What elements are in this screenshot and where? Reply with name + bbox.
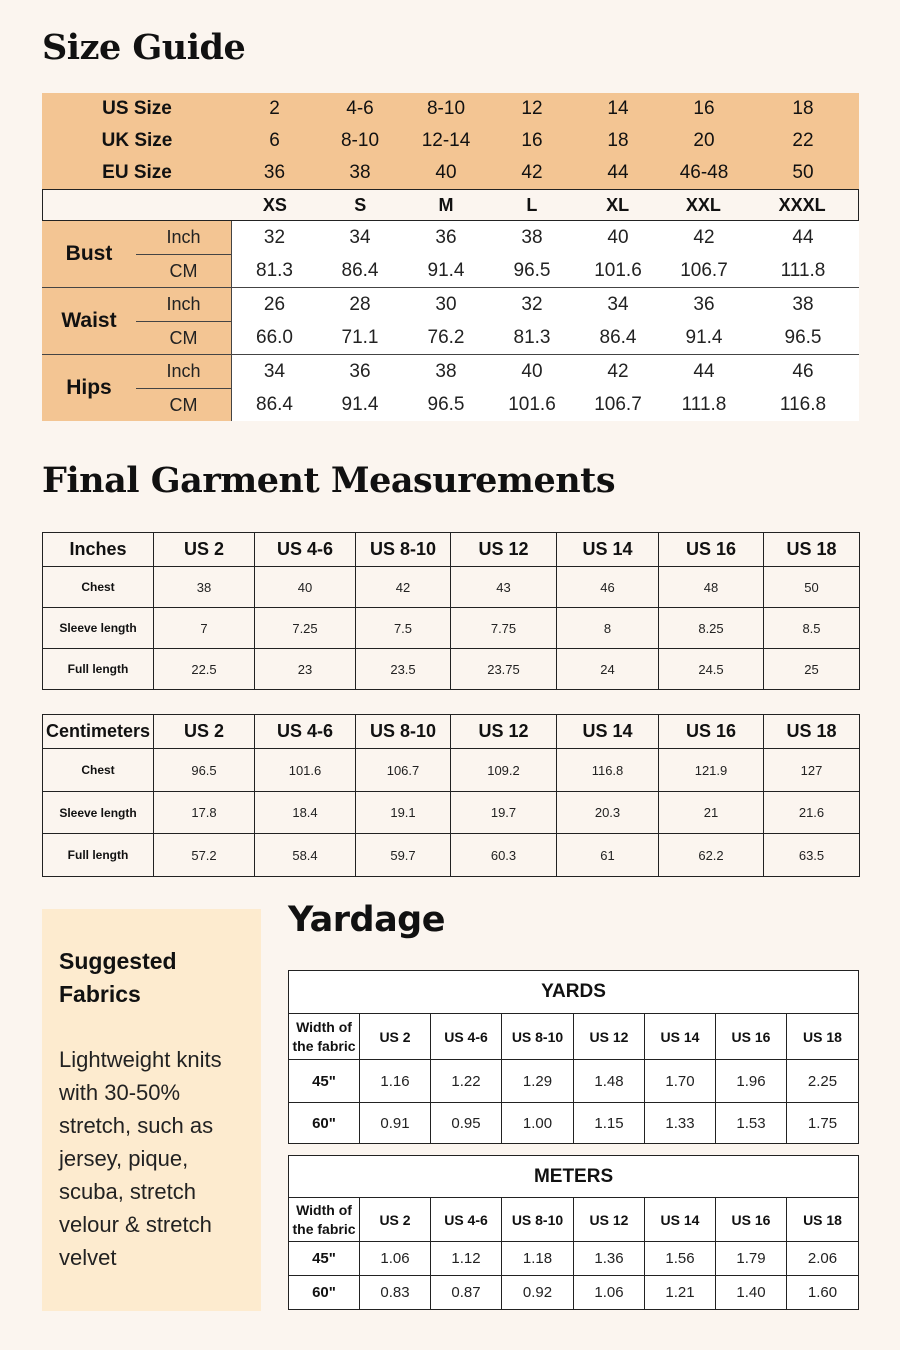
size-header: US 14 [557, 715, 659, 749]
cell: 26 [263, 293, 286, 315]
fabrics-text: Lightweight knits with 30-50% stretch, such as jersey, pique, scuba, stretch velour & stretch velvet [59, 1047, 222, 1270]
cell: 4-6 [346, 98, 374, 119]
cell: 1.36 [574, 1242, 645, 1276]
bust-measurement [42, 221, 859, 287]
unit-label: CM [169, 328, 198, 348]
size-guide-table [42, 93, 859, 421]
cell: 50 [792, 162, 814, 183]
cell: 17.8 [154, 792, 255, 834]
size-header: US 2 [154, 533, 255, 567]
cell: 22.5 [154, 649, 255, 690]
letter-size-row [42, 189, 859, 221]
cell: 46-48 [679, 162, 729, 183]
table-caption: METERS [289, 1156, 859, 1198]
table-row [43, 749, 860, 792]
table-header [43, 533, 860, 567]
cell: 96.5 [784, 326, 822, 348]
size-header: US 4-6 [255, 715, 356, 749]
size-header: US 14 [645, 1198, 716, 1242]
cell: 106.7 [356, 749, 451, 792]
cell: 7.75 [451, 608, 557, 649]
cell: 1.75 [787, 1103, 859, 1144]
hips-measurement [42, 354, 859, 421]
cm-values [232, 321, 859, 354]
cell: 61 [557, 834, 659, 877]
cell: 44 [792, 226, 814, 248]
cell: 42 [693, 226, 715, 248]
cell: 1.40 [716, 1276, 787, 1310]
cell: 8 [557, 608, 659, 649]
unit-header: Centimeters [43, 715, 154, 749]
cell: 38 [792, 293, 814, 315]
cell: 81.3 [256, 259, 293, 281]
cell: 2.06 [787, 1242, 859, 1276]
cell: 106.7 [680, 259, 728, 281]
table-header [289, 1198, 859, 1242]
region-size-header [42, 93, 859, 189]
cell: 46 [557, 567, 659, 608]
row-label: 60" [289, 1103, 360, 1144]
unit-label: Inch [136, 355, 231, 389]
size-header: US 12 [574, 1014, 645, 1060]
size-header: US 12 [574, 1198, 645, 1242]
cell: 23.75 [451, 649, 557, 690]
size-header: US 12 [451, 715, 557, 749]
size-header: US 16 [716, 1198, 787, 1242]
cell: 8-10 [426, 98, 466, 119]
cell: 66.0 [256, 326, 293, 348]
waist-measurement [42, 287, 859, 354]
cell: 1.22 [431, 1060, 502, 1103]
row-label: Sleeve length [43, 608, 154, 649]
garment-inches-table [42, 532, 860, 690]
cell: 8-10 [340, 130, 380, 151]
yards-table [288, 970, 859, 1144]
cell: 86.4 [341, 259, 379, 281]
cell: 46 [792, 360, 814, 382]
measure-name: Hips [42, 355, 136, 421]
cell: 32 [521, 293, 543, 315]
cell: 1.48 [574, 1060, 645, 1103]
cell: 1.53 [716, 1103, 787, 1144]
width-header: Width of the fabric [289, 1198, 360, 1242]
cell: 20.3 [557, 792, 659, 834]
size-header: US 8-10 [502, 1198, 574, 1242]
cell: 23.5 [356, 649, 451, 690]
cell: 0.92 [502, 1276, 574, 1310]
cell: 8.5 [764, 608, 860, 649]
cell: 25 [764, 649, 860, 690]
table-row [43, 834, 860, 877]
cell: 96.5 [427, 393, 465, 415]
cell: 86.4 [256, 393, 293, 415]
cell: 96.5 [154, 749, 255, 792]
cell: 91.4 [685, 326, 723, 348]
cell: 32 [263, 226, 286, 248]
table-header [289, 1014, 859, 1060]
cm-values [232, 254, 859, 287]
letter-size: XXL [685, 194, 721, 215]
cell: 63.5 [764, 834, 860, 877]
table-row [43, 608, 860, 649]
cell: 0.83 [360, 1276, 431, 1310]
cell: 96.5 [513, 259, 551, 281]
row-label: Chest [43, 749, 154, 792]
cell: 1.56 [645, 1242, 716, 1276]
size-header: US 4-6 [255, 533, 356, 567]
cell: 43 [451, 567, 557, 608]
cell: 24 [557, 649, 659, 690]
size-header: US 18 [787, 1014, 859, 1060]
cell: 116.8 [779, 393, 827, 415]
cell: 111.8 [780, 259, 826, 281]
garment-centimeters-table [42, 714, 860, 877]
row-label: US Size [102, 98, 172, 119]
cell: 40 [255, 567, 356, 608]
cell: 1.06 [360, 1242, 431, 1276]
size-header: US 8-10 [356, 715, 451, 749]
row-label: Sleeve length [43, 792, 154, 834]
cell: 40 [521, 360, 543, 382]
cell: 106.7 [594, 393, 642, 415]
letter-size: XL [606, 194, 630, 215]
cell: 1.33 [645, 1103, 716, 1144]
yardage-title: Yardage [288, 900, 445, 940]
cell: 42 [607, 360, 629, 382]
cell: 8.25 [659, 608, 764, 649]
cell: 48 [659, 567, 764, 608]
cell: 40 [607, 226, 629, 248]
cell: 36 [263, 162, 286, 183]
size-header: US 2 [360, 1198, 431, 1242]
size-guide-title: Size Guide [42, 27, 246, 68]
size-header: US 16 [716, 1014, 787, 1060]
cell: 81.3 [513, 326, 551, 348]
cell: 19.7 [451, 792, 557, 834]
cell: 30 [435, 293, 457, 315]
measure-name: Waist [42, 288, 136, 354]
row-label: Chest [43, 567, 154, 608]
table-row [43, 567, 860, 608]
cell: 2.25 [787, 1060, 859, 1103]
cell: 44 [693, 360, 715, 382]
cm-values [232, 388, 859, 421]
table-row [43, 792, 860, 834]
cell: 57.2 [154, 834, 255, 877]
fabrics-title: Suggested Fabrics [59, 948, 177, 1007]
cell: 1.29 [502, 1060, 574, 1103]
size-header: US 16 [659, 533, 764, 567]
inch-values [232, 221, 859, 254]
cell: 42 [356, 567, 451, 608]
cell: 59.7 [356, 834, 451, 877]
cell: 20 [693, 130, 715, 151]
us-size-row [42, 93, 859, 125]
cell: 38 [521, 226, 543, 248]
cell: 7.25 [255, 608, 356, 649]
cell: 62.2 [659, 834, 764, 877]
cell: 1.70 [645, 1060, 716, 1103]
width-header: Width of the fabric [289, 1014, 360, 1060]
row-label: 45" [289, 1242, 360, 1276]
cell: 50 [764, 567, 860, 608]
row-label: 60" [289, 1276, 360, 1310]
unit-label: CM [169, 395, 198, 415]
cell: 1.21 [645, 1276, 716, 1310]
row-label: 45" [289, 1060, 360, 1103]
cell: 18.4 [255, 792, 356, 834]
cell: 22 [792, 130, 814, 151]
table-row [289, 1276, 859, 1310]
cell: 1.79 [716, 1242, 787, 1276]
cell: 34 [607, 293, 629, 315]
size-header: US 8-10 [356, 533, 451, 567]
size-header: US 2 [154, 715, 255, 749]
cell: 111.8 [681, 393, 727, 415]
size-header: US 18 [787, 1198, 859, 1242]
cell: 91.4 [341, 393, 379, 415]
letter-size: L [526, 194, 538, 215]
cell: 40 [435, 162, 457, 183]
letter-size: XS [262, 194, 287, 215]
cell: 101.6 [594, 259, 642, 281]
size-header: US 4-6 [431, 1014, 502, 1060]
eu-size-row [42, 157, 859, 189]
cell: 1.18 [502, 1242, 574, 1276]
letter-size: XXXL [778, 194, 826, 215]
cell: 7.5 [356, 608, 451, 649]
cell: 36 [693, 293, 715, 315]
cell: 1.12 [431, 1242, 502, 1276]
cell: 101.6 [508, 393, 556, 415]
cell: 1.60 [787, 1276, 859, 1310]
cell: 14 [607, 98, 629, 119]
cell: 42 [521, 162, 543, 183]
table-header [43, 715, 860, 749]
cell: 24.5 [659, 649, 764, 690]
cell: 36 [435, 226, 457, 248]
cell: 19.1 [356, 792, 451, 834]
size-header: US 16 [659, 715, 764, 749]
cell: 1.15 [574, 1103, 645, 1144]
cell: 71.1 [341, 326, 379, 348]
cell: 1.06 [574, 1276, 645, 1310]
suggested-fabrics-box [42, 909, 261, 1311]
cell: 121.9 [659, 749, 764, 792]
garment-title: Final Garment Measurements [42, 460, 616, 501]
cell: 127 [764, 749, 860, 792]
cell: 0.91 [360, 1103, 431, 1144]
cell: 0.95 [431, 1103, 502, 1144]
cell: 0.87 [431, 1276, 502, 1310]
measure-name: Bust [42, 221, 136, 287]
row-label: Full length [43, 834, 154, 877]
cell: 12-14 [421, 130, 471, 151]
unit-label: Inch [136, 221, 231, 255]
letter-size: S [354, 194, 367, 215]
cell: 16 [521, 130, 543, 151]
cell: 21.6 [764, 792, 860, 834]
table-row [289, 1103, 859, 1144]
size-header: US 12 [451, 533, 557, 567]
cell: 21 [659, 792, 764, 834]
size-header: US 2 [360, 1014, 431, 1060]
table-row [43, 649, 860, 690]
size-header: US 18 [764, 533, 860, 567]
meters-table [288, 1155, 859, 1310]
size-header: US 4-6 [431, 1198, 502, 1242]
cell: 18 [607, 130, 629, 151]
cell: 44 [607, 162, 629, 183]
cell: 86.4 [599, 326, 637, 348]
cell: 2 [269, 98, 280, 119]
cell: 1.16 [360, 1060, 431, 1103]
table-row [289, 1242, 859, 1276]
cell: 6 [269, 130, 280, 151]
size-header: US 8-10 [502, 1014, 574, 1060]
inch-values [232, 288, 859, 321]
cell: 38 [154, 567, 255, 608]
size-header: US 14 [645, 1014, 716, 1060]
cell: 7 [154, 608, 255, 649]
cell: 58.4 [255, 834, 356, 877]
unit-label: Inch [136, 288, 231, 322]
row-label: Full length [43, 649, 154, 690]
letter-size: M [438, 194, 454, 215]
cell: 38 [349, 162, 371, 183]
cell: 109.2 [451, 749, 557, 792]
body-measurements [42, 221, 859, 421]
cell: 116.8 [557, 749, 659, 792]
cell: 91.4 [427, 259, 465, 281]
cell: 1.00 [502, 1103, 574, 1144]
cell: 60.3 [451, 834, 557, 877]
cell: 23 [255, 649, 356, 690]
row-label: UK Size [101, 130, 173, 151]
unit-header: Inches [43, 533, 154, 567]
cell: 12 [521, 98, 543, 119]
inch-values [232, 355, 859, 388]
size-header: US 18 [764, 715, 860, 749]
size-header: US 14 [557, 533, 659, 567]
cell: 1.96 [716, 1060, 787, 1103]
cell: 76.2 [427, 326, 465, 348]
unit-label: CM [169, 261, 198, 281]
cell: 16 [693, 98, 715, 119]
cell: 34 [263, 360, 286, 382]
row-label: EU Size [102, 162, 172, 183]
cell: 101.6 [255, 749, 356, 792]
cell: 28 [349, 293, 371, 315]
table-row [289, 1060, 859, 1103]
cell: 38 [435, 360, 457, 382]
uk-size-row [42, 125, 859, 157]
cell: 34 [349, 226, 371, 248]
cell: 36 [349, 360, 371, 382]
table-caption: YARDS [289, 971, 859, 1014]
cell: 18 [792, 98, 814, 119]
